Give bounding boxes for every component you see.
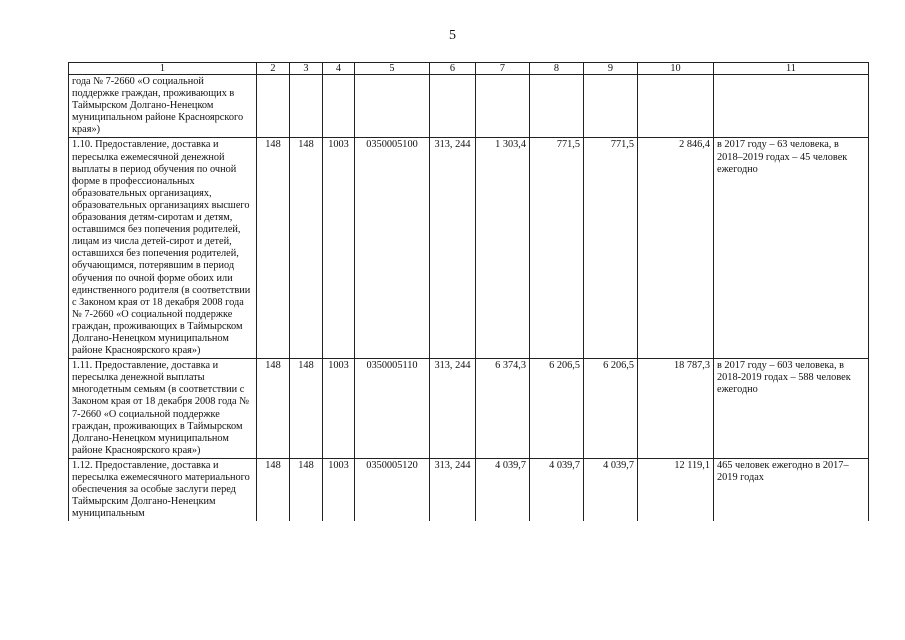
column-header: 9 xyxy=(584,63,638,75)
cell-col3: 148 xyxy=(290,458,323,521)
cell-col2: 148 xyxy=(257,138,290,359)
cell-col4 xyxy=(323,75,355,138)
cell-col5: 0350005110 xyxy=(355,359,430,459)
cell-col8: 4 039,7 xyxy=(530,458,584,521)
cell-col6 xyxy=(430,75,476,138)
cell-col9: 4 039,7 xyxy=(584,458,638,521)
cell-col7 xyxy=(476,75,530,138)
column-header: 7 xyxy=(476,63,530,75)
row-note: в 2017 году – 63 человека, в 2018–2019 годах – 45 человек ежегодно xyxy=(714,138,869,359)
cell-col5: 0350005120 xyxy=(355,458,430,521)
row-description: года № 7-2660 «О социальной поддержке граждан, проживающих в Таймырском Долгано-Ненецком муниципальном районе Красноярского края») xyxy=(69,75,257,138)
column-header: 11 xyxy=(714,63,869,75)
cell-col7: 6 374,3 xyxy=(476,359,530,459)
cell-col4: 1003 xyxy=(323,359,355,459)
cell-col3: 148 xyxy=(290,359,323,459)
cell-col10: 18 787,3 xyxy=(638,359,714,459)
cell-col8: 771,5 xyxy=(530,138,584,359)
column-header: 3 xyxy=(290,63,323,75)
column-header: 5 xyxy=(355,63,430,75)
cell-col5 xyxy=(355,75,430,138)
header-row xyxy=(69,63,869,75)
table-row xyxy=(69,359,869,459)
cell-col2: 148 xyxy=(257,458,290,521)
table-row xyxy=(69,75,869,138)
cell-col8: 6 206,5 xyxy=(530,359,584,459)
column-header: 10 xyxy=(638,63,714,75)
table-row xyxy=(69,138,869,359)
row-note xyxy=(714,75,869,138)
cell-col10: 12 119,1 xyxy=(638,458,714,521)
cell-col4: 1003 xyxy=(323,458,355,521)
column-header: 1 xyxy=(69,63,257,75)
cell-col2: 148 xyxy=(257,359,290,459)
column-header: 6 xyxy=(430,63,476,75)
cell-col9: 771,5 xyxy=(584,138,638,359)
cell-col5: 0350005100 xyxy=(355,138,430,359)
row-description: 1.10. Предоставление, доставка и пересылка ежемесячной денежной выплаты в период обучения по очной форме в профессиональных образовательных организациях, образовательных организациях высшего образования детям-сиротам и детям, оставшимся без попечения родителей, лицам из числа детей-сирот и детей, оставшихся без попечения родителей, обучающимся, потерявшим в период обучения по очной форме обоих или единственного родителя (в соответствии с Законом края от 18 декабря 2008 года № 7-2660 «О социальной поддержке граждан, проживающих в Таймырском Долгано-Ненецком муниципальном районе Красноярского края») xyxy=(69,138,257,359)
table-row xyxy=(69,458,869,521)
cell-col8 xyxy=(530,75,584,138)
budget-table xyxy=(68,62,869,521)
cell-col2 xyxy=(257,75,290,138)
cell-col4: 1003 xyxy=(323,138,355,359)
cell-col9 xyxy=(584,75,638,138)
cell-col7: 4 039,7 xyxy=(476,458,530,521)
cell-col6: 313, 244 xyxy=(430,359,476,459)
row-description: 1.11. Предоставление, доставка и пересылка денежной выплаты многодетным семьям (в соответствии с Законом края от 18 декабря 2008 года № 7-2660 «О социальной поддержке граждан, проживающих в Таймырском Долгано-Ненецком муниципальном районе Красноярского края») xyxy=(69,359,257,459)
column-header: 8 xyxy=(530,63,584,75)
cell-col3: 148 xyxy=(290,138,323,359)
page-number: 5 xyxy=(449,28,456,43)
cell-col9: 6 206,5 xyxy=(584,359,638,459)
cell-col7: 1 303,4 xyxy=(476,138,530,359)
cell-col10 xyxy=(638,75,714,138)
row-description: 1.12. Предоставление, доставка и пересылка ежемесячного материального обеспечения за особые заслуги перед Таймырским Долгано-Ненецким муниципальным xyxy=(69,458,257,521)
cell-col10: 2 846,4 xyxy=(638,138,714,359)
column-header: 2 xyxy=(257,63,290,75)
row-note: в 2017 году – 603 человека, в 2018-2019 годах – 588 человек ежегодно xyxy=(714,359,869,459)
cell-col3 xyxy=(290,75,323,138)
column-header: 4 xyxy=(323,63,355,75)
row-note: 465 человек ежегодно в 2017–2019 годах xyxy=(714,458,869,521)
cell-col6: 313, 244 xyxy=(430,458,476,521)
cell-col6: 313, 244 xyxy=(430,138,476,359)
